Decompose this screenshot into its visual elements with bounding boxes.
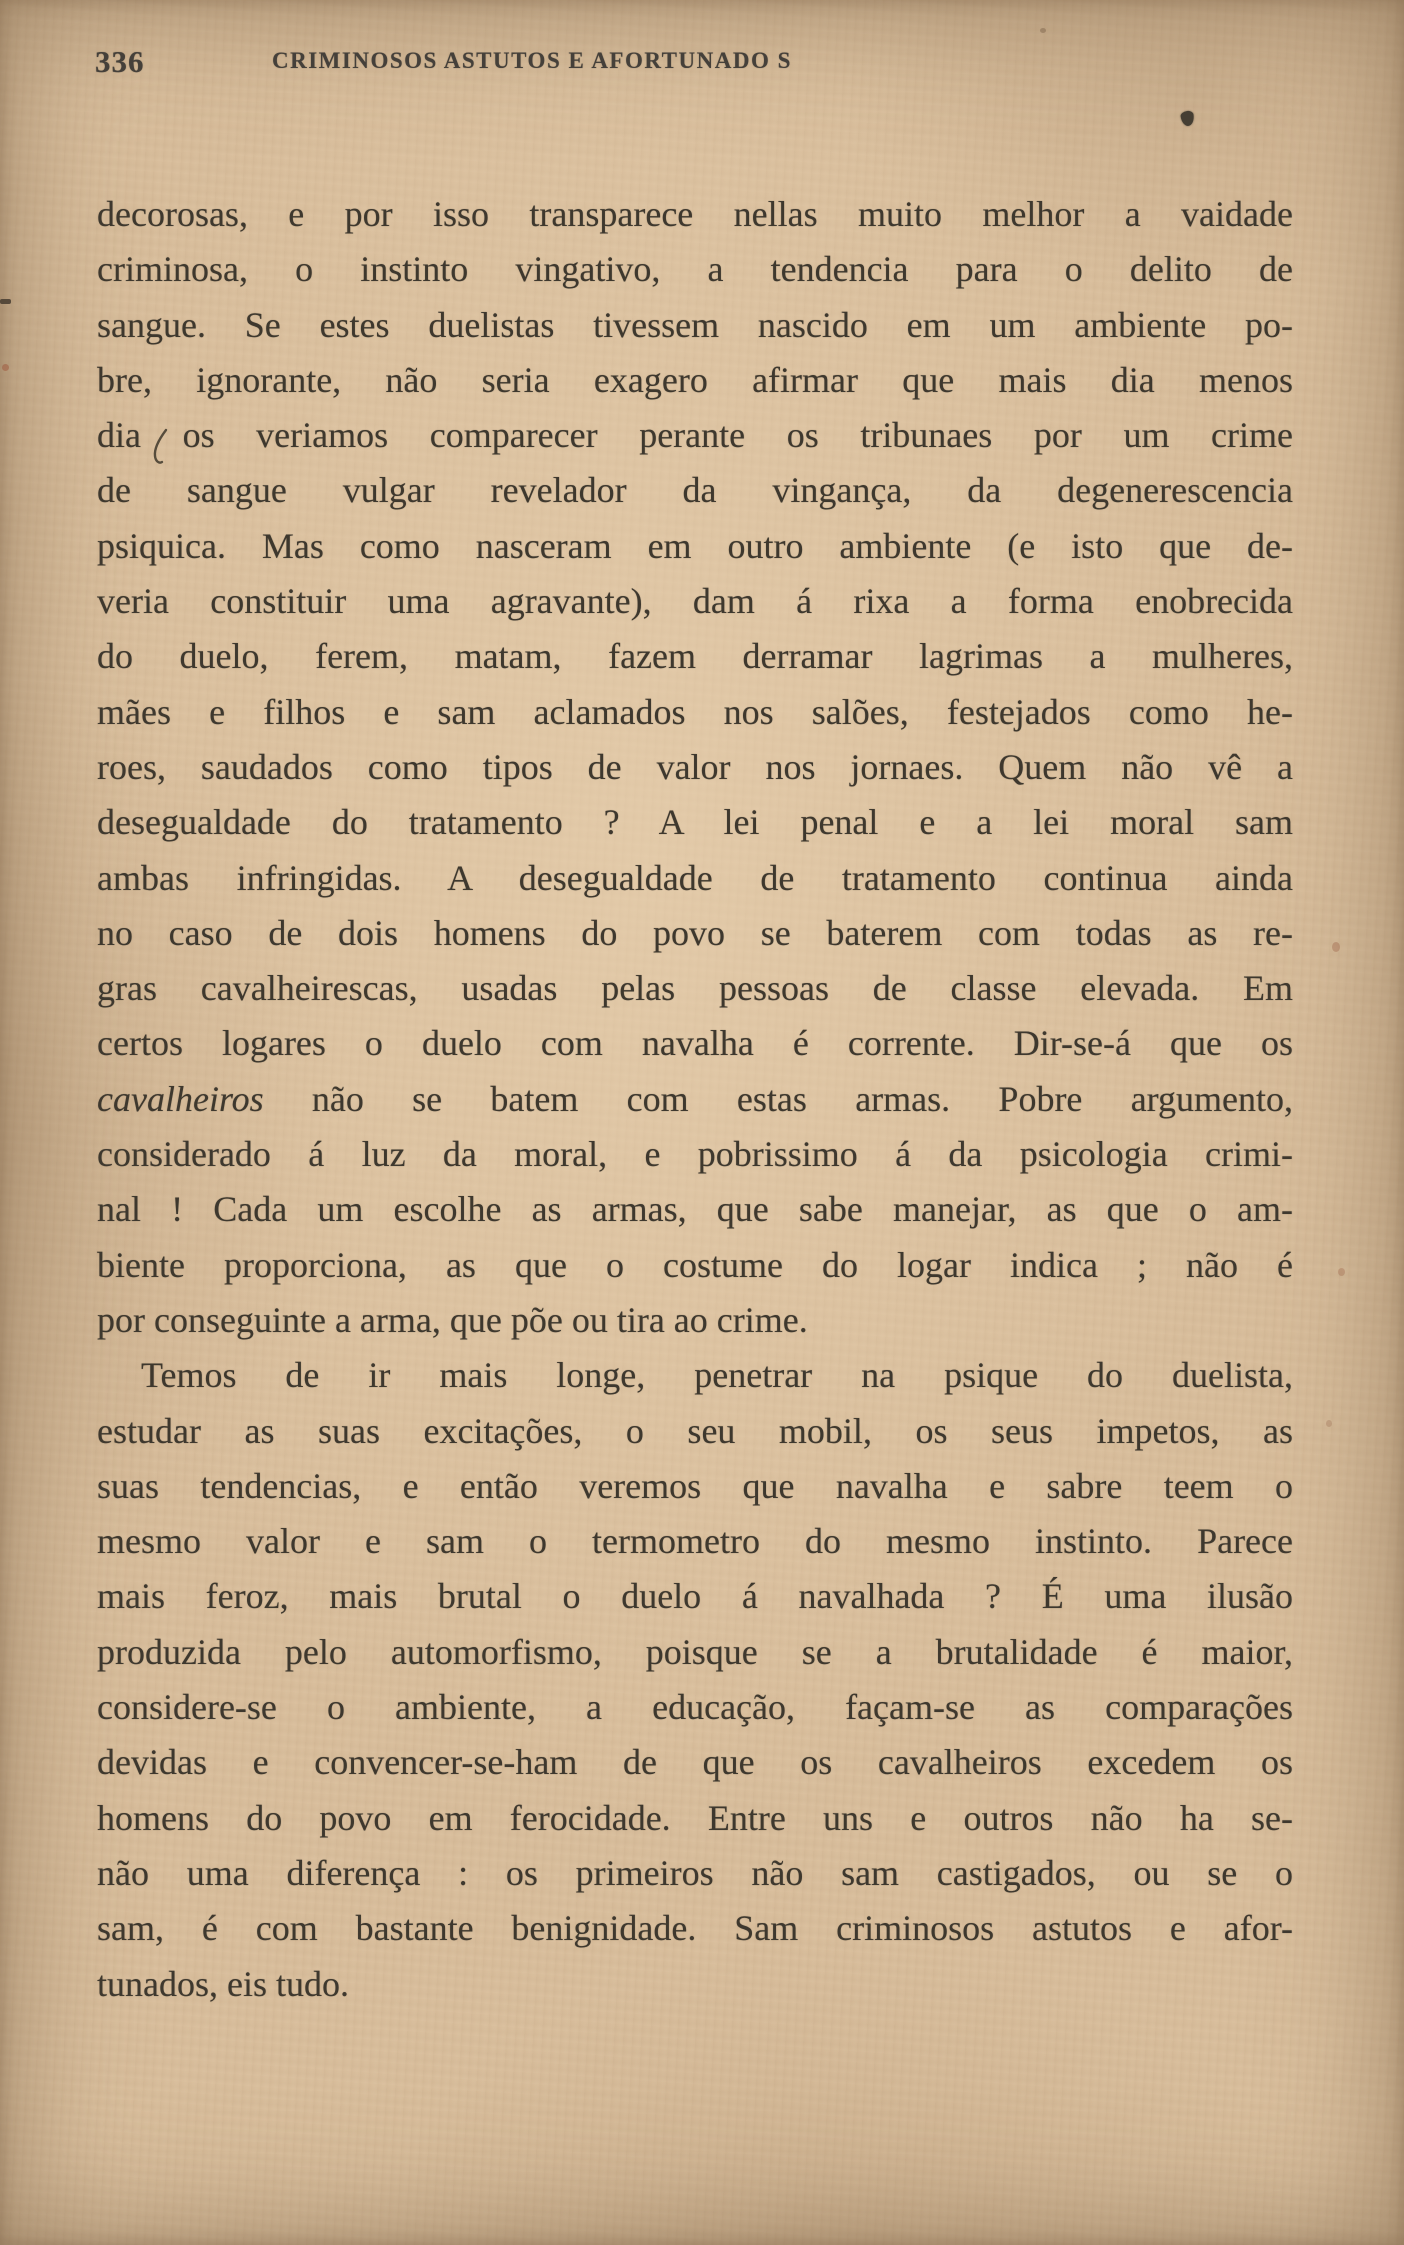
text-line [97, 187, 1293, 242]
text-segment: de sangue vulgar revelador da vingança, da degenerescencia [97, 470, 1293, 511]
text-line [97, 1016, 1293, 1071]
edge-mark [0, 299, 11, 304]
text-line [97, 1238, 1293, 1293]
text-segment: considere-se o ambiente, a educação, façam-se as comparações [97, 1687, 1293, 1728]
text-line [97, 1514, 1293, 1569]
text-line [97, 740, 1293, 795]
text-line [97, 851, 1293, 906]
text-line [97, 463, 1293, 518]
text-block [97, 187, 1293, 2012]
text-segment: psiquica. Mas como nasceram em outro ambiente (e isto que de- [97, 525, 1293, 566]
text-line [97, 574, 1293, 629]
text-segment: homens do povo em ferocidade. Entre uns e outros não ha se- [97, 1797, 1293, 1838]
text-segment: decorosas, e por isso transparece nellas muito melhor a vaidade [97, 194, 1293, 234]
text-segment: suas tendencias, e então veremos que navalha e sabre teem o [97, 1465, 1293, 1506]
text-line [97, 1182, 1293, 1237]
text-segment: sam, é com bastante benignidade. Sam criminosos astutos e afor- [97, 1908, 1293, 1949]
text-line [97, 795, 1293, 850]
text-segment: no caso de dois homens do povo se baterem com todas as re- [97, 912, 1293, 953]
text-line [97, 1348, 1293, 1403]
text-segment: ambas infringidas. A desegualdade de tratamento continua ainda [97, 857, 1293, 898]
text-line [97, 353, 1293, 408]
text-segment: roes, saudados como tipos de valor nos jornaes. Quem não vê a [97, 746, 1293, 787]
text-line [97, 242, 1293, 297]
text-line [97, 685, 1293, 740]
running-head [0, 44, 1404, 84]
text-segment: do duelo, ferem, matam, fazem derramar lagrimas a mulheres, [97, 636, 1293, 677]
text-segment: nal ! Cada um escolhe as armas, que sabe manejar, as que o am- [97, 1189, 1293, 1230]
text-segment: produzida pelo automorfismo, poisque se a brutalidade é maior, [97, 1631, 1293, 1672]
text-line [97, 298, 1293, 353]
text-segment: criminosa, o instinto vingativo, a tendencia para o delito de [97, 249, 1293, 290]
text-segment: mais feroz, mais brutal o duelo á navalhada ? É uma ilusão [97, 1576, 1293, 1617]
text-line [97, 1957, 1293, 2012]
text-segment: bre, ignorante, não seria exagero afirmar que mais dia menos [97, 359, 1293, 400]
text-segment: Temos de ir mais longe, penetrar na psique do duelista, [141, 1355, 1293, 1396]
running-title: CRIMINOSOS ASTUTOS E AFORTUNADO S [272, 48, 792, 73]
text-segment: biente proporciona, as que o costume do logar indica ; não é [97, 1244, 1293, 1285]
text-line [97, 1569, 1293, 1624]
text-line [97, 1293, 1293, 1348]
text-segment: não uma diferença : os primeiros não sam castigados, ou se o [97, 1852, 1293, 1893]
paper-speck [2, 364, 9, 371]
text-segment: não se batem com estas armas. Pobre argumento, [263, 1078, 1293, 1119]
ink-blot-mark [1180, 110, 1195, 127]
text-line [97, 1127, 1293, 1182]
text-segment: considerado á luz da moral, e pobrissimo á da psicologia crimi- [97, 1134, 1293, 1175]
page-number: 336 [95, 44, 145, 79]
text-line [97, 629, 1293, 684]
text-line [97, 1901, 1293, 1956]
text-line [97, 408, 1293, 463]
text-segment: desegualdade do tratamento ? A lei penal e a lei moral sam [97, 802, 1293, 843]
paper-speck [1040, 28, 1046, 33]
text-segment: estudar as suas excitações, o seu mobil, os seus impetos, as [97, 1410, 1293, 1451]
text-segment: mães e filhos e sam aclamados nos salões, festejados como he- [97, 691, 1293, 732]
text-segment: veria constituir uma agravante), dam á rixa a forma enobrecida [97, 581, 1293, 622]
text-line [97, 1791, 1293, 1846]
text-segment: por conseguinte a arma, que põe ou tira ao crime. [97, 1299, 808, 1340]
text-line [97, 1404, 1293, 1459]
text-segment: tunados, eis tudo. [97, 1963, 349, 2004]
paper-speck [1332, 942, 1340, 952]
text-line [97, 1680, 1293, 1735]
italic-text-segment: cavalheiros [97, 1078, 264, 1119]
text-line [97, 1625, 1293, 1680]
text-segment: certos logares o duelo com navalha é corrente. Dir-se-á que os [97, 1023, 1293, 1064]
text-line [97, 1735, 1293, 1790]
text-line [97, 1459, 1293, 1514]
paper-speck [1338, 1268, 1345, 1276]
text-segment: dia os veriamos comparecer perante os tribunaes por um crime [97, 415, 1293, 456]
text-segment: devidas e convencer-se-ham de que os cavalheiros excedem os [97, 1742, 1293, 1783]
paper-speck [1326, 1420, 1332, 1427]
text-segment: gras cavalheirescas, usadas pelas pessoas de classe elevada. Em [97, 968, 1293, 1009]
text-line [97, 519, 1293, 574]
text-segment: sangue. Se estes duelistas tivessem nascido em um ambiente po- [97, 304, 1293, 345]
text-line [97, 906, 1293, 961]
text-line [97, 1072, 1293, 1127]
text-segment: mesmo valor e sam o termometro do mesmo instinto. Parece [97, 1521, 1293, 1562]
text-line [97, 1846, 1293, 1901]
text-line [97, 961, 1293, 1016]
